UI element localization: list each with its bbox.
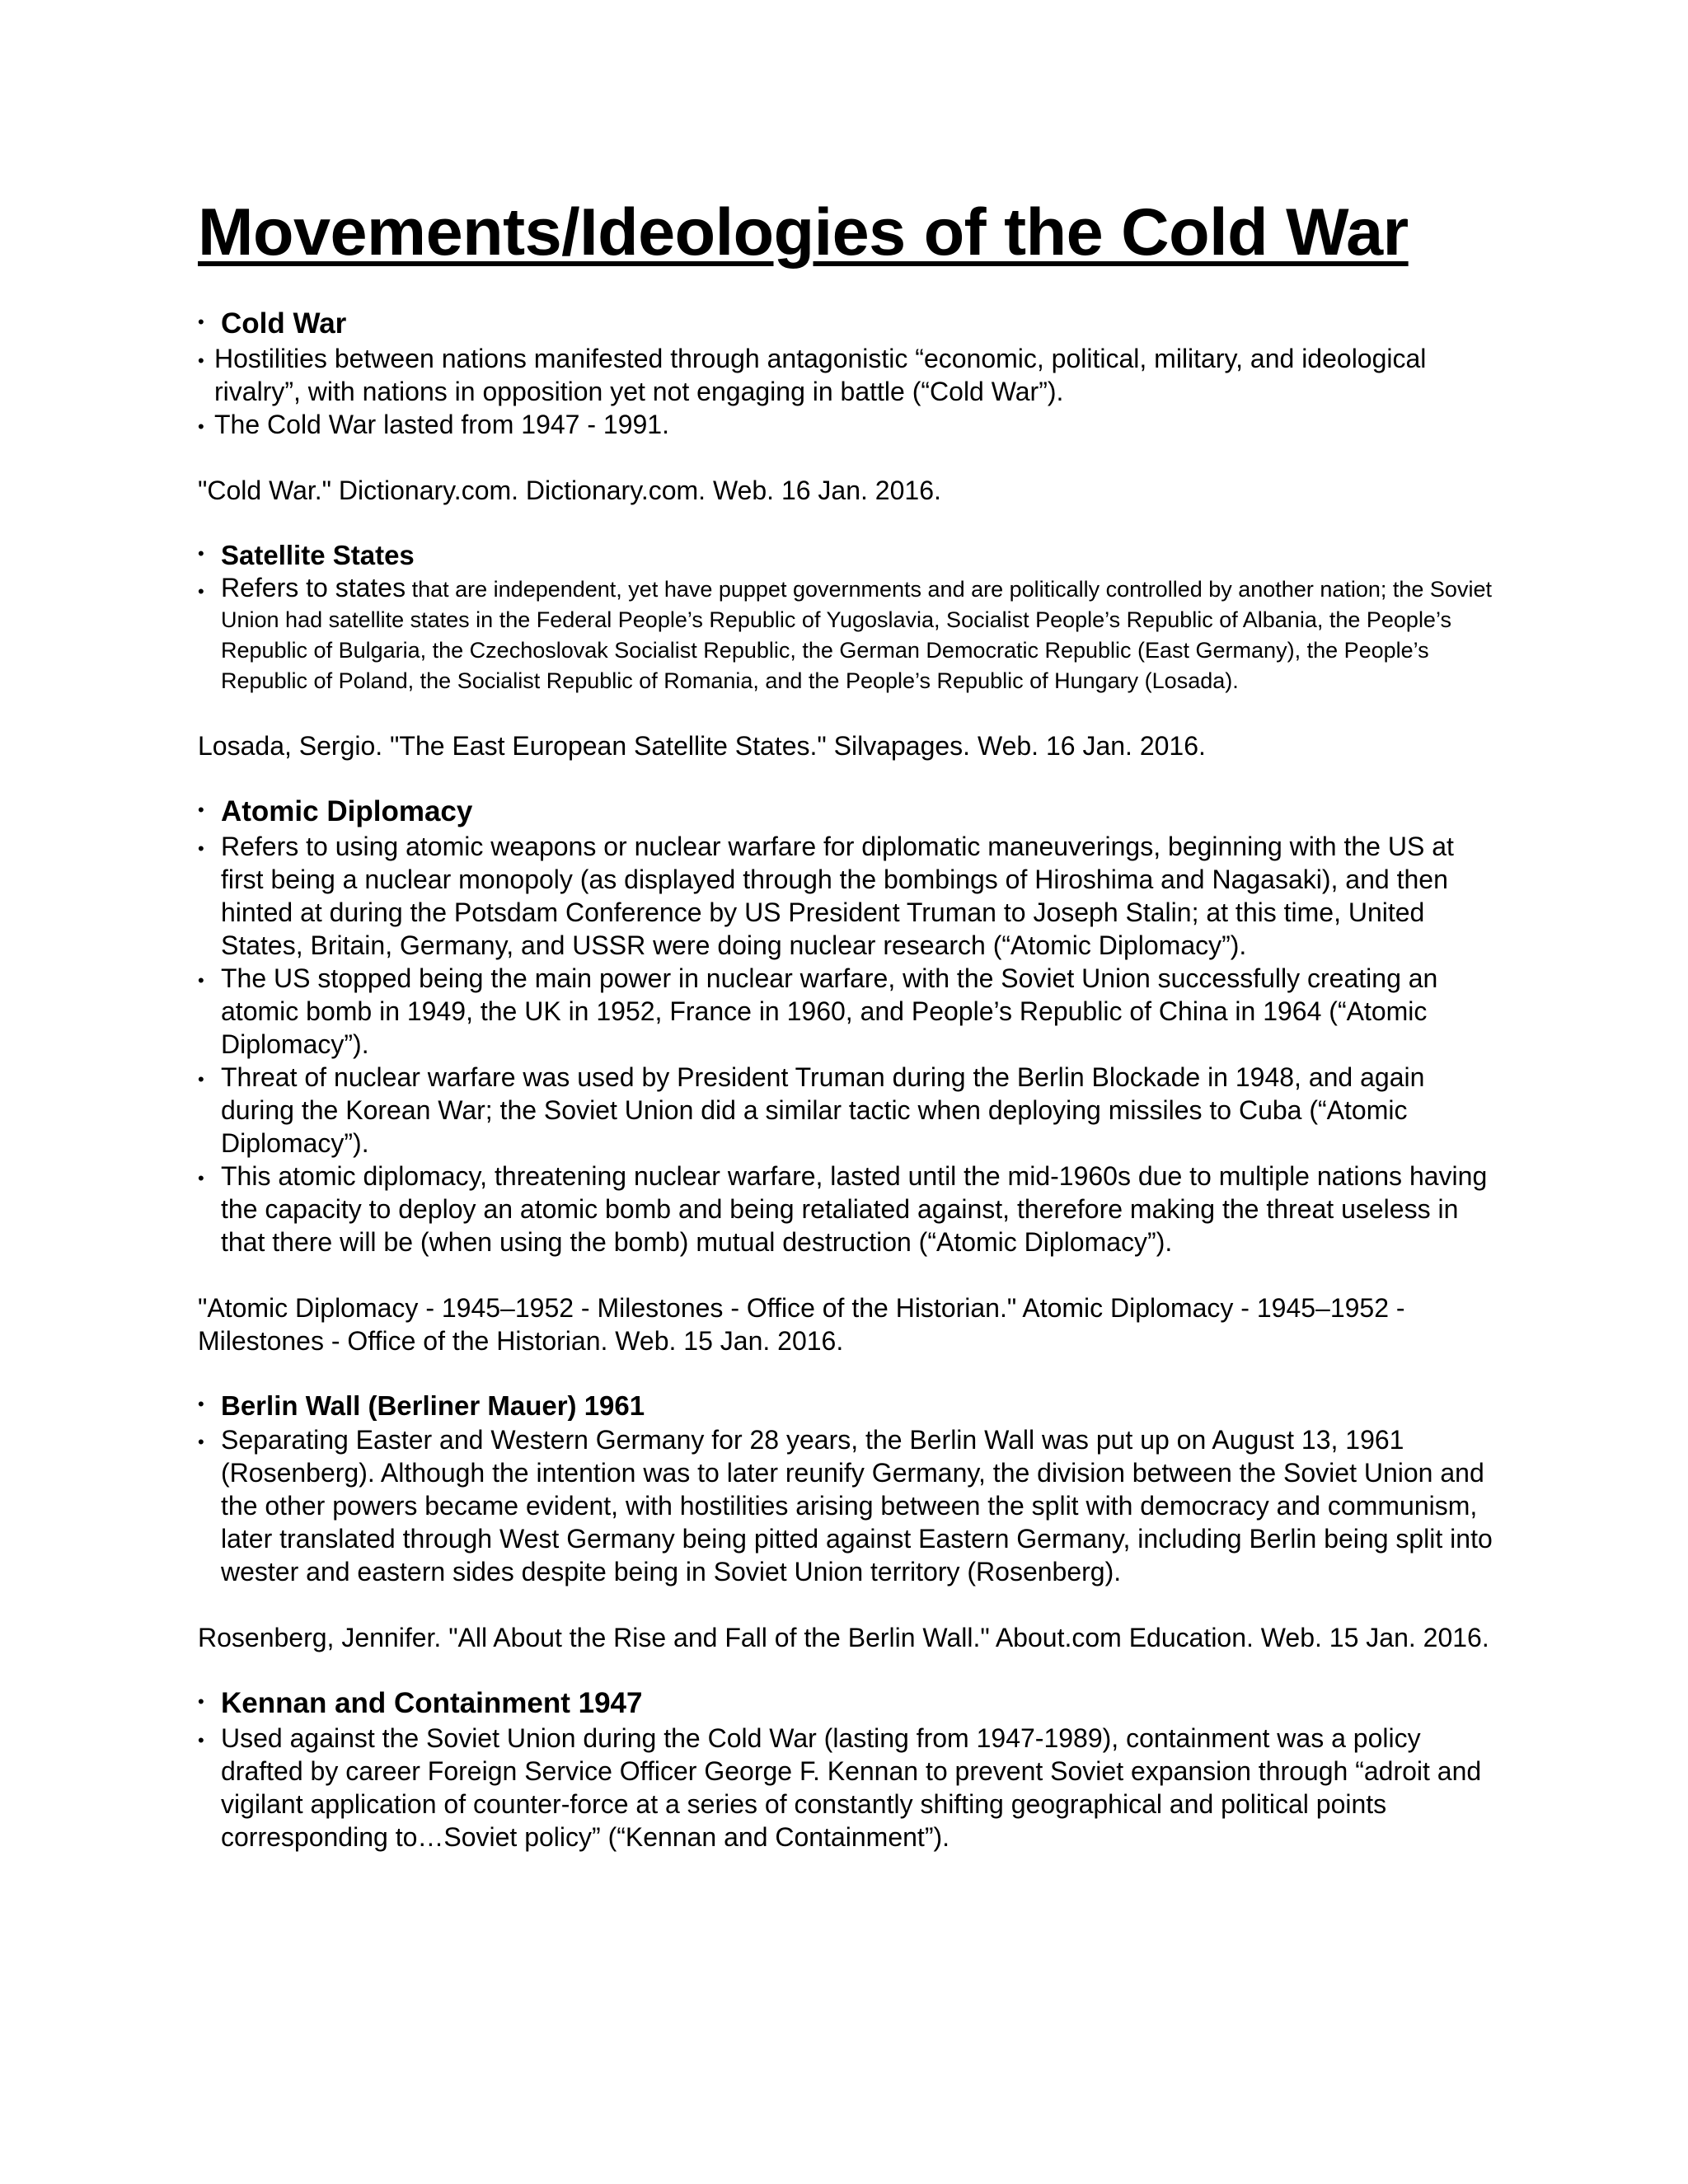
section-heading [198, 1687, 1500, 1720]
bullet-icon: • [198, 1394, 204, 1415]
section-heading [198, 307, 1500, 340]
section-kennan-containment [198, 1687, 1500, 1854]
bullet-icon: • [198, 1730, 204, 1751]
section-cold-war [198, 307, 1500, 507]
section-heading [198, 540, 1500, 571]
list-item [198, 1722, 1500, 1854]
list-item-rest: that are independent, yet have puppet governments and are politically controlled by another nation; the Soviet Union had satellite states in the Federal People’s Republic of Yugoslavia, Socialist People’s Republic of Albania, the People’s Republic of Bulgaria, the Czechoslovak Socialist Republic, the German Democratic Republic (East Germany), the People’s Republic of Poland, the Socialist Republic of Romania, and the People’s Republic of Hungary (Losada). [221, 577, 1492, 694]
citation: Losada, Sergio. "The East European Satellite States." Silvapages. Web. 16 Jan. 2016. [198, 731, 1206, 762]
heading-text: Cold War [221, 307, 347, 340]
bullet-icon: • [198, 581, 204, 602]
list-item-lead: Refers to states [221, 573, 406, 603]
page-title: Movements/Ideologies of the Cold War [198, 195, 1409, 269]
citation: Rosenberg, Jennifer. "All About the Rise and Fall of the Berlin Wall." About.com Education. Web. 15 Jan. 2016. [198, 1623, 1489, 1653]
bullet-icon: • [198, 1168, 204, 1189]
list-item [198, 1061, 1500, 1160]
bullet-icon: • [198, 838, 204, 860]
heading-text: Berlin Wall (Berliner Mauer) 1961 [221, 1390, 645, 1422]
section-berlin-wall [198, 1390, 1500, 1654]
citation: "Cold War." Dictionary.com. Dictionary.com. Web. 16 Jan. 2016. [198, 476, 941, 506]
bullet-icon: • [198, 350, 204, 372]
list-item [198, 830, 1500, 962]
list-item-text: Separating Easter and Western Germany for 28 years, the Berlin Wall was put up on August 13, 1961 (Rosenberg). Although the intention was to later reunify Germany, the division between the Soviet Union and the other powers became evident, with hostilities arising between the split with democracy and communism, later translated through West Germany being pitted against Eastern Germany, including Berlin being split into wester and eastern sides despite being in Soviet Union territory (Rosenberg). [221, 1425, 1493, 1587]
list-item [198, 573, 1500, 696]
bullet-icon: • [198, 312, 204, 333]
document-page [198, 196, 1500, 1854]
list-item-text [221, 573, 1500, 696]
section-atomic-diplomacy [198, 795, 1500, 1357]
section-heading [198, 1390, 1500, 1422]
list-item-text: Refers to using atomic weapons or nuclear warfare for diplomatic maneuverings, beginning with the US at first being a nuclear monopoly (as displayed through the bombings of Hiroshima and Nagasaki), and then hinted at during the Potsdam Conference by US President Truman to Joseph Stalin; at this time, United States, Britain, Germany, and USSR were doing nuclear research (“Atomic Diplomacy”). [221, 832, 1454, 961]
list-item [198, 962, 1500, 1061]
list-item-text: Threat of nuclear warfare was used by President Truman during the Berlin Blockade in 1948, and again during the Korean War; the Soviet Union did a similar tactic when deploying missiles to Cuba (“Atomic Diplomacy”). [221, 1062, 1425, 1159]
citation: "Atomic Diplomacy - 1945–1952 - Milestones - Office of the Historian." Atomic Diplomacy - 1945–1952 - Milestones - Office of the Historian. Web. 15 Jan. 2016. [198, 1293, 1405, 1357]
section-heading [198, 795, 1500, 828]
list-item-text: The Cold War lasted from 1947 - 1991. [214, 410, 669, 440]
list-item [198, 408, 1500, 441]
list-item [198, 1160, 1500, 1258]
section-satellite-states [198, 540, 1500, 762]
bullet-icon: • [198, 970, 204, 991]
bullet-icon: • [198, 1691, 204, 1713]
list-item-text: Hostilities between nations manifested through antagonistic “economic, political, military, and ideological rivalry”, with nations in opposition yet not engaging in battle (“Cold War”). [214, 344, 1427, 407]
list-item-text: The US stopped being the main power in nuclear warfare, with the Soviet Union successfully creating an atomic bomb in 1949, the UK in 1952, France in 1960, and People’s Republic of China in 1964 (“Atomic Diplomacy”). [221, 963, 1438, 1060]
bullet-icon: • [198, 799, 204, 821]
list-item-text: This atomic diplomacy, threatening nuclear warfare, lasted until the mid-1960s due to multiple nations having the capacity to deploy an atomic bomb and being retaliated against, therefore making the threat useless in that there will be (when using the bomb) mutual destruction (“Atomic Diplomacy”). [221, 1161, 1488, 1258]
list-item [198, 342, 1500, 408]
bullet-icon: • [198, 416, 204, 438]
list-item [198, 1423, 1500, 1588]
list-item-text: Used against the Soviet Union during the Cold War (lasting from 1947-1989), containment was a policy drafted by career Foreign Service Officer George F. Kennan to prevent Soviet expansion through “adroit and vigilant application of counter-force at a series of constantly shifting geographical and political points corresponding to…Soviet policy” (“Kennan and Containment”). [221, 1723, 1482, 1853]
heading-text: Atomic Diplomacy [221, 795, 473, 828]
heading-text: Kennan and Containment 1947 [221, 1687, 643, 1720]
bullet-icon: • [198, 543, 204, 565]
heading-text: Satellite States [221, 540, 415, 571]
bullet-icon: • [198, 1432, 204, 1453]
bullet-icon: • [198, 1069, 204, 1090]
